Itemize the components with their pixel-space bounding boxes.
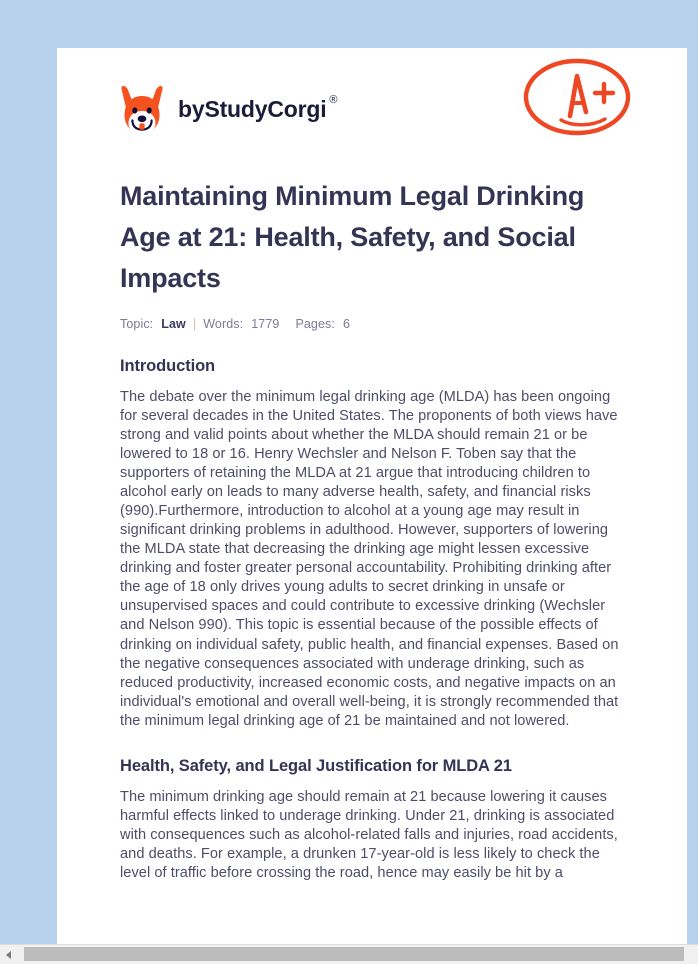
section-heading-health-safety-legal: Health, Safety, and Legal Justification for MLDA 21 [120, 756, 512, 775]
registered-trademark-icon: ® [329, 93, 338, 106]
meta-pages-label: Pages: [295, 317, 335, 332]
section-paragraph-health-safety-legal: The minimum drinking age should remain at 21 because lowering it causes harmful effects linked to underage drinking. Under 21, drinking is associated with consequences such as alcohol-related falls and injuries, road accidents, and deaths. For example, a drunken 17-year-old is less likely to check the level of traffic before crossing the road, hence may easily be hit by a [120, 788, 618, 881]
scroll-left-button[interactable] [0, 945, 17, 964]
meta-words-label: Words: [203, 317, 244, 332]
a-plus-grade-icon [521, 54, 633, 142]
meta-words-value: 1779 [251, 317, 280, 332]
meta-pages-value: 6 [342, 317, 351, 332]
chevron-left-icon [6, 951, 11, 959]
section-heading-introduction: Introduction [120, 357, 216, 376]
corgi-face-icon [120, 84, 164, 134]
section-paragraph-introduction: The debate over the minimum legal drinking age (MLDA) has been ongoing for several decades in the United States. The proponents of both views have strong and valid points about whether the MLDA should remain 21 or be lowered to 18 or 16. Henry Wechsler and Nelson F. Toben say that the supporters of retaining the MLDA at 21 argue that introducing children to alcohol early on leads to many adverse health, safety, and financial risks (990).Furthermore, introduction to alcohol at a young age may result in significant drinking problems in adulthood. However, supporters of lowering the MLDA state that decreasing the drinking age might lessen excessive drinking and foster greater personal accountability. Prohibiting drinking after the age of 18 only drives young adults to secret drinking in unsafe or unsupervised spaces and could contribute to excessive drinking (Wechsler and Nelson 990). This topic is essential because of the possible effects of drinking on individual safety, public health, and financial expenses. Based on the negative consequences associated with underage drinking, such as reduced productivity, increased economic costs, and negative impacts on an individual's emotional and overall well-being, it is strongly recommended that the minimum legal drinking age of 21 be maintained and not lowered. [120, 389, 619, 729]
brand-header [120, 48, 625, 156]
meta-separator: | [192, 317, 197, 332]
studycorgi-logo[interactable] [120, 84, 337, 134]
page-title: Maintaining Minimum Legal Drinking Age at 21: Health, Safety, and Social Impacts [120, 181, 585, 294]
brand-wordmark [178, 93, 338, 122]
meta-topic-value[interactable]: Law [161, 317, 186, 332]
meta-topic-label: Topic: [120, 317, 154, 332]
document-meta [120, 317, 625, 331]
brand-prefix: by [178, 95, 205, 122]
document-page [57, 48, 687, 944]
brand-name: StudyCorgi [204, 95, 327, 122]
scrollbar-track[interactable] [17, 945, 698, 964]
scrollbar-thumb[interactable] [24, 947, 684, 961]
horizontal-scrollbar[interactable] [0, 944, 698, 964]
